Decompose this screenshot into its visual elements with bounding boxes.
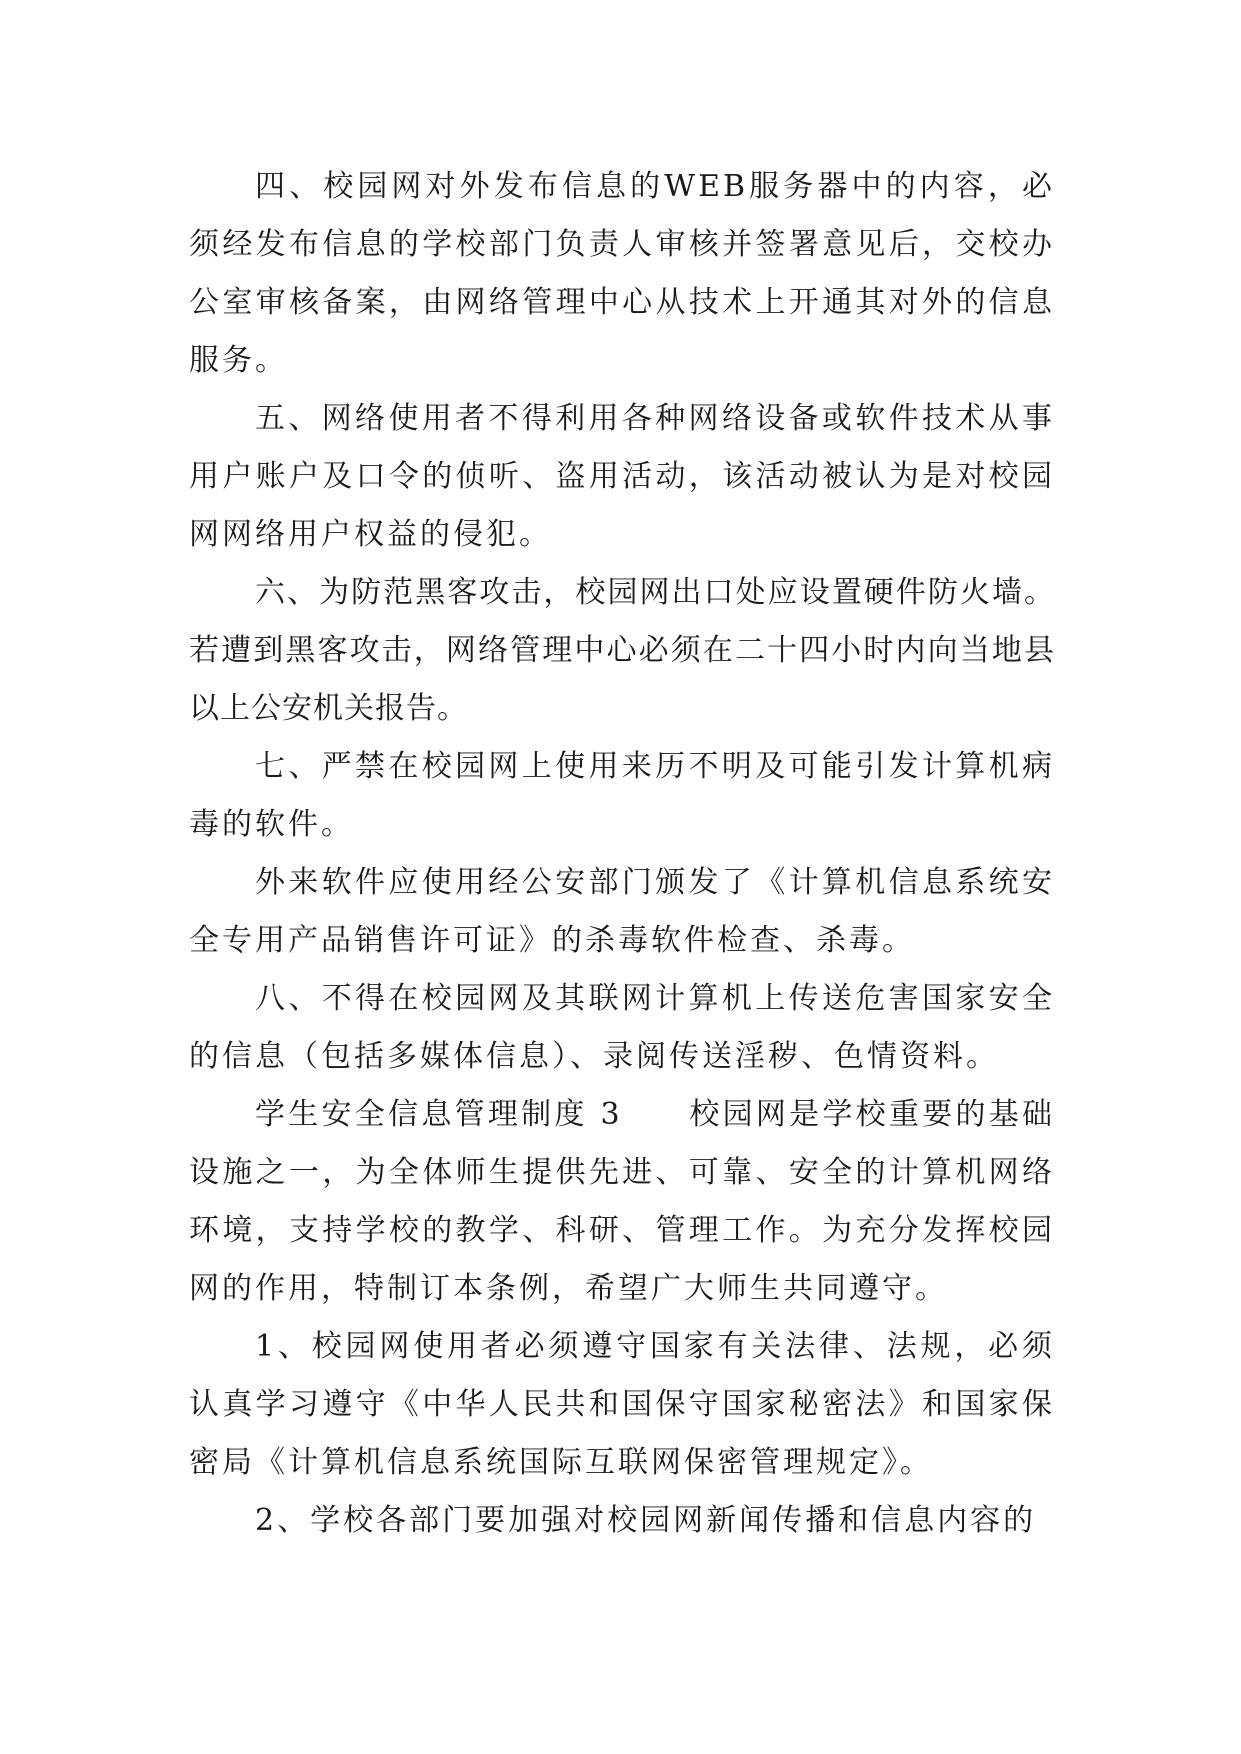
paragraph-policy-3-intro: 学生安全信息管理制度 3 校园网是学校重要的基础设施之一，为全体师生提供先进、可靠、安全的计算机网络环境，支持学校的教学、科研、管理工作。为充分发挥校园网的作用，特制订本条例，希望广大师生共同遵守。: [189, 1097, 1055, 1306]
paragraph-8-prohibited-content: 八、不得在校园网及其联网计算机上传送危害国家安全的信息（包括多媒体信息）、录阅传送淫秽、色情资料。: [189, 981, 1055, 1074]
paragraph-4-web-server: 四、校园网对外发布信息的WEB服务器中的内容，必须经发布信息的学校部门负责人审核并签署意见后，交校办公室审核备案，由网络管理中心从技术上开通其对外的信息服务。: [189, 169, 1055, 378]
paragraph-7-unknown-software: 七、严禁在校园网上使用来历不明及可能引发计算机病毒的软件。: [189, 749, 1055, 842]
paragraph-rule-2-departments: 2、学校各部门要加强对校园网新闻传播和信息内容的: [255, 1503, 1037, 1538]
paragraph-6-firewall: 六、为防范黑客攻击，校园网出口处应设置硬件防火墙。若遭到黑客攻击，网络管理中心必须在二十四小时内向当地县以上公安机关报告。: [189, 575, 1055, 726]
paragraph-rule-1-law: 1、校园网使用者必须遵守国家有关法律、法规，必须认真学习遵守《中华人民共和国保守国家秘密法》和国家保密局《计算机信息系统国际互联网保密管理规定》。: [189, 1329, 1055, 1480]
paragraph-5-account-sniffing: 五、网络使用者不得利用各种网络设备或软件技术从事用户账户及口令的侦听、盗用活动，该活动被认为是对校园网网络用户权益的侵犯。: [189, 401, 1055, 552]
document-body: [189, 158, 1055, 1550]
paragraph-antivirus-check: 外来软件应使用经公安部门颁发了《计算机信息系统安全专用产品销售许可证》的杀毒软件检查、杀毒。: [189, 865, 1055, 958]
